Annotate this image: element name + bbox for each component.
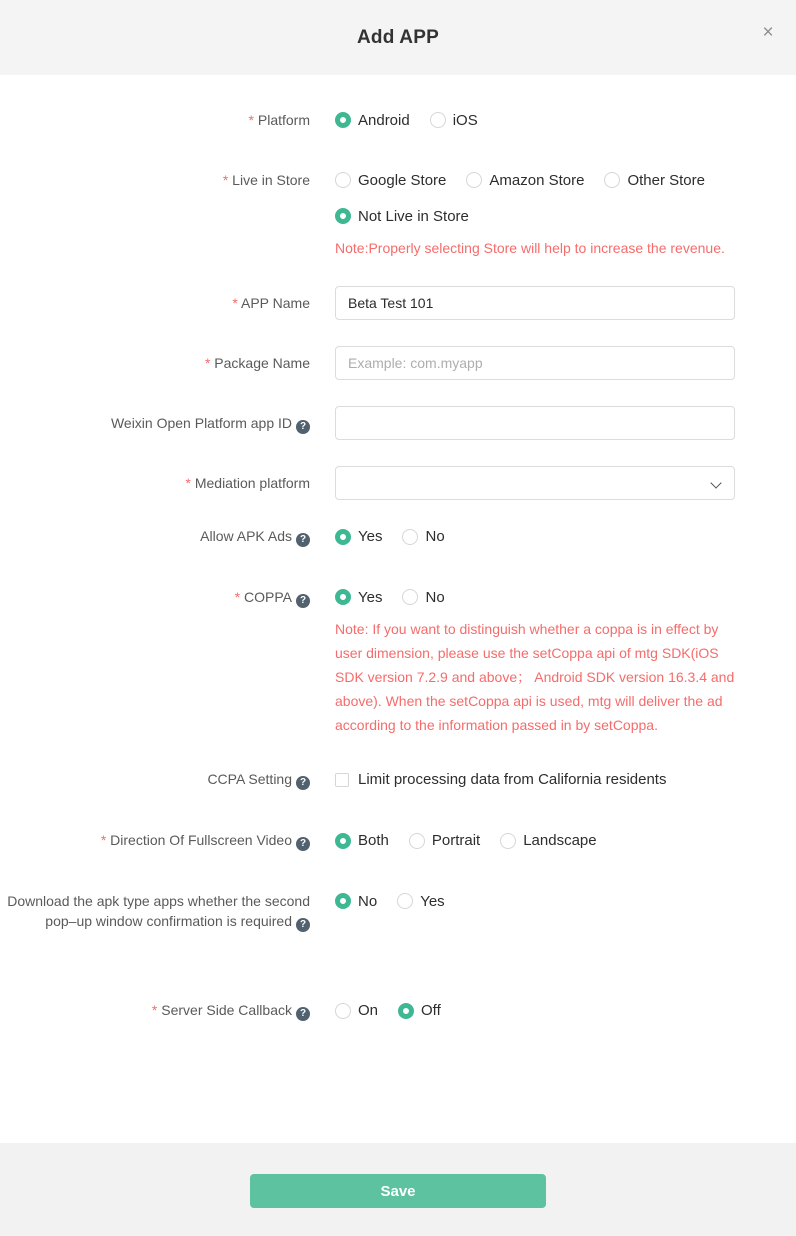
radio-unselected-icon [500,833,516,849]
radio-unselected-icon [335,172,351,188]
radio-selected-icon [335,112,351,128]
dialog-body [0,75,796,1143]
apk-popup-label: Download the apk type apps whether the second pop–up window confirmation is required? [0,891,310,932]
radio-callback-on[interactable]: On [335,1002,378,1019]
radio-platform-android[interactable]: Android [335,112,410,129]
radio-unselected-icon [402,589,418,605]
form-row-coppa [0,587,796,737]
radio-unselected-icon [466,172,482,188]
radio-google-store[interactable]: Google Store [335,172,446,189]
radio-selected-icon [335,893,351,909]
weixin-app-id-label: Weixin Open Platform app ID? [0,406,310,440]
radio-selected-icon [398,1003,414,1019]
app-name-input[interactable] [335,286,735,320]
package-name-label: * Package Name [0,346,310,380]
dialog-footer [0,1143,796,1236]
coppa-label: * COPPA ? [0,587,310,608]
help-icon[interactable] [296,420,310,434]
form-row-allow-apk-ads [0,526,796,547]
help-icon[interactable] [296,594,310,608]
form-row-package-name [0,346,796,380]
chevron-down-icon [710,477,721,488]
form-row-app-name [0,286,796,320]
radio-unselected-icon [402,529,418,545]
form-row-mediation-platform [0,466,796,500]
dialog-header [0,0,796,75]
live-in-store-label: * Live in Store [0,170,310,190]
weixin-app-id-input[interactable] [335,406,735,440]
platform-label: * Platform [0,110,310,130]
radio-coppa-no[interactable]: No [402,589,444,606]
form-row-apk-popup [0,891,796,932]
radio-direction-portrait[interactable]: Portrait [409,832,480,849]
dialog-title: Add APP [357,26,439,48]
radio-apk-popup-yes[interactable]: Yes [397,893,444,910]
form-row-server-callback [0,1000,796,1021]
radio-direction-both[interactable]: Both [335,832,389,849]
radio-unselected-icon [397,893,413,909]
store-note: Note:Properly selecting Store will help to increase the revenue. [335,240,725,256]
close-icon[interactable]: × [762,22,774,43]
direction-label: * Direction Of Fullscreen Video ? [0,830,310,851]
form-row-live-in-store [0,170,796,260]
radio-unselected-icon [604,172,620,188]
server-callback-label: * Server Side Callback ? [0,1000,310,1021]
radio-selected-icon [335,208,351,224]
radio-other-store[interactable]: Other Store [604,172,705,189]
package-name-input[interactable] [335,346,735,380]
radio-unselected-icon [409,833,425,849]
form-row-ccpa [0,769,796,790]
help-icon[interactable] [296,533,310,547]
radio-selected-icon [335,833,351,849]
radio-platform-ios[interactable]: iOS [430,112,478,129]
help-icon[interactable] [296,776,310,790]
radio-amazon-store[interactable]: Amazon Store [466,172,584,189]
radio-apk-ads-yes[interactable]: Yes [335,528,382,545]
form-row-direction [0,830,796,851]
radio-not-live-in-store[interactable]: Not Live in Store [335,208,469,225]
form-row-weixin-app-id [0,406,796,440]
ccpa-label: CCPA Setting ? [0,769,310,790]
save-button[interactable]: Save [250,1174,546,1208]
help-icon[interactable] [296,837,310,851]
radio-unselected-icon [430,112,446,128]
radio-apk-popup-no[interactable]: No [335,893,377,910]
mediation-platform-select[interactable] [335,466,735,500]
radio-selected-icon [335,529,351,545]
app-name-label: * APP Name [0,286,310,320]
ccpa-checkbox[interactable]: Limit processing data from California residents [335,771,666,788]
help-icon[interactable] [296,1007,310,1021]
radio-apk-ads-no[interactable]: No [402,528,444,545]
help-icon[interactable] [296,918,310,932]
radio-direction-landscape[interactable]: Landscape [500,832,596,849]
form-row-platform [0,110,796,130]
allow-apk-ads-label: Allow APK Ads ? [0,526,310,547]
checkbox-unchecked-icon [335,773,349,787]
radio-callback-off[interactable]: Off [398,1002,441,1019]
mediation-platform-label: * Mediation platform [0,466,310,500]
radio-selected-icon [335,589,351,605]
radio-coppa-yes[interactable]: Yes [335,589,382,606]
coppa-note: Note: If you want to distinguish whether a coppa is in effect by user dimension, please use the setCoppa api of mtg SDK(iOS SDK version 7.2.9 and above； Android SDK version 16.3.4 and above). When the setCoppa api is used, mtg will deliver the ad according to the information passed in by setCoppa. [335,621,735,733]
radio-unselected-icon [335,1003,351,1019]
